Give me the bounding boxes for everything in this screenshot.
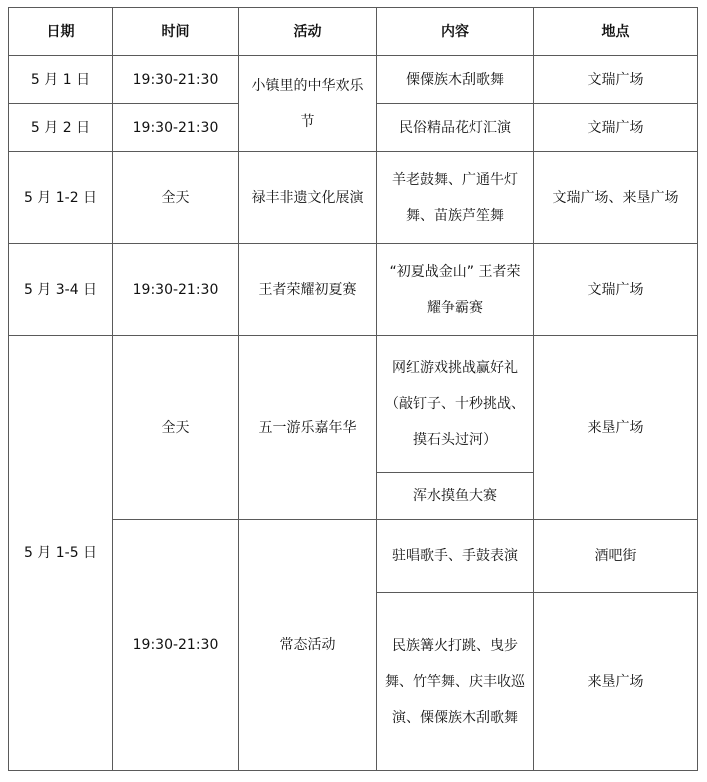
table-row	[9, 56, 698, 104]
schedule-table-container	[8, 7, 698, 771]
cell-content: 驻唱歌手、手鼓表演	[377, 520, 534, 593]
cell-time: 19:30-21:30	[113, 104, 239, 152]
cell-location: 文瑞广场、来垦广场	[534, 152, 698, 244]
cell-content: 浑水摸鱼大赛	[377, 473, 534, 520]
cell-activity: 王者荣耀初夏赛	[239, 244, 377, 336]
cell-activity: 小镇里的中华欢乐节	[239, 56, 377, 152]
cell-activity: 常态活动	[239, 520, 377, 771]
cell-location: 文瑞广场	[534, 104, 698, 152]
cell-time: 19:30-21:30	[113, 56, 239, 104]
cell-date: 5 月 1-5 日	[9, 336, 113, 771]
cell-date: 5 月 2 日	[9, 104, 113, 152]
cell-date: 5 月 1-2 日	[9, 152, 113, 244]
table-row	[9, 336, 698, 473]
header-date: 日期	[9, 8, 113, 56]
cell-time: 全天	[113, 152, 239, 244]
cell-location: 来垦广场	[534, 593, 698, 771]
table-row	[9, 244, 698, 336]
cell-date: 5 月 1 日	[9, 56, 113, 104]
header-activity: 活动	[239, 8, 377, 56]
cell-location: 来垦广场	[534, 336, 698, 520]
cell-content: “初夏战金山” 王者荣耀争霸赛	[377, 244, 534, 336]
cell-content: 傈僳族木刮歌舞	[377, 56, 534, 104]
cell-time: 19:30-21:30	[113, 244, 239, 336]
cell-location: 文瑞广场	[534, 244, 698, 336]
cell-time: 全天	[113, 336, 239, 520]
cell-content: 羊老鼓舞、广通牛灯舞、苗族芦笙舞	[377, 152, 534, 244]
header-location: 地点	[534, 8, 698, 56]
cell-location: 酒吧街	[534, 520, 698, 593]
header-content: 内容	[377, 8, 534, 56]
cell-activity: 五一游乐嘉年华	[239, 336, 377, 520]
cell-content: 网红游戏挑战赢好礼（敲钉子、十秒挑战、摸石头过河）	[377, 336, 534, 473]
table-row	[9, 520, 698, 593]
cell-location: 文瑞广场	[534, 56, 698, 104]
cell-time: 19:30-21:30	[113, 520, 239, 771]
event-schedule-table	[8, 7, 698, 771]
cell-activity: 禄丰非遗文化展演	[239, 152, 377, 244]
cell-content: 民族篝火打跳、曳步舞、竹竿舞、庆丰收巡演、傈僳族木刮歌舞	[377, 593, 534, 771]
table-row	[9, 152, 698, 244]
table-header-row	[9, 8, 698, 56]
cell-content: 民俗精品花灯汇演	[377, 104, 534, 152]
header-time: 时间	[113, 8, 239, 56]
cell-date: 5 月 3-4 日	[9, 244, 113, 336]
